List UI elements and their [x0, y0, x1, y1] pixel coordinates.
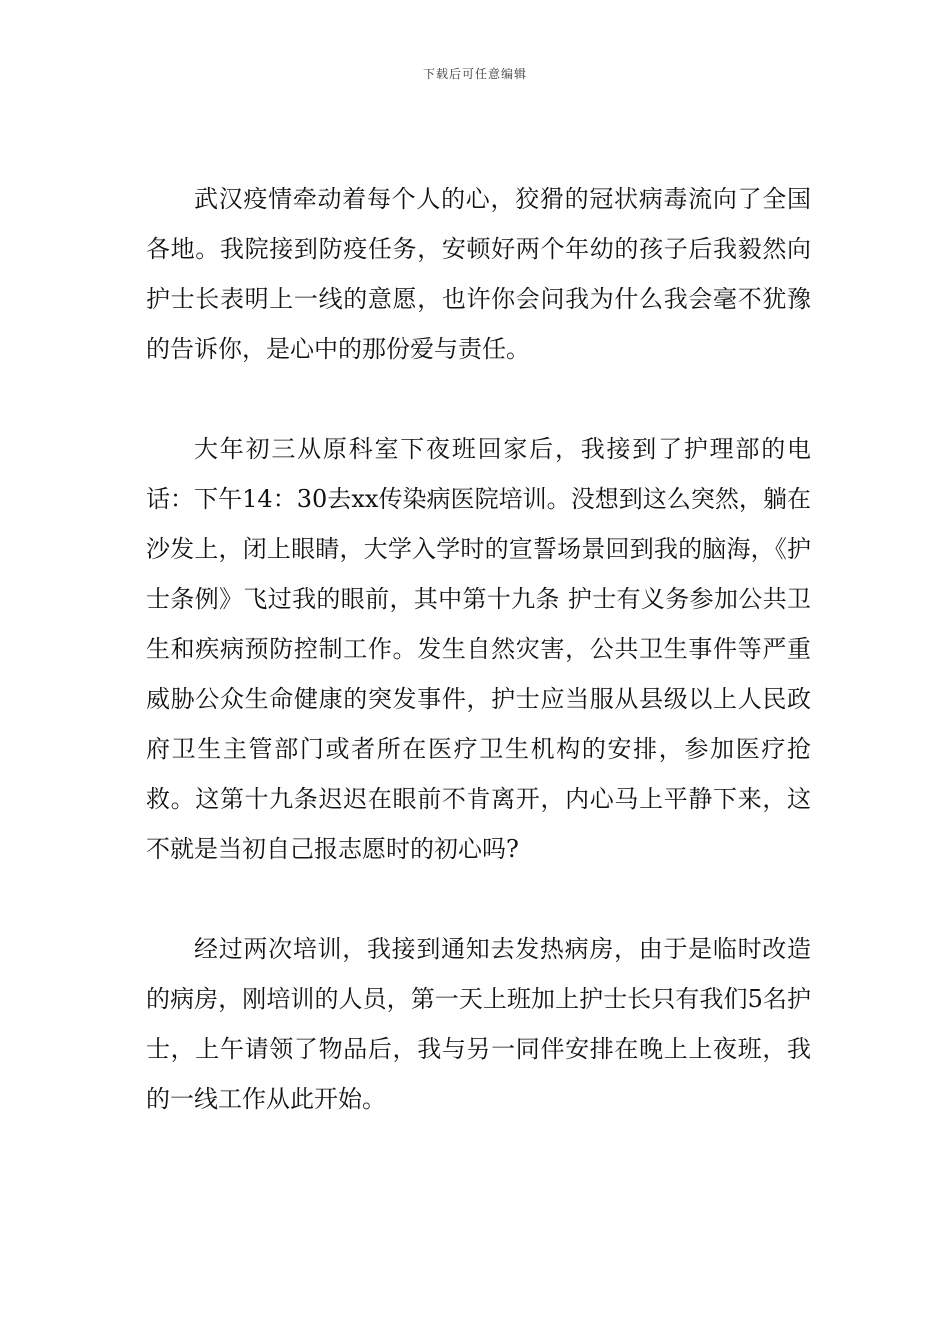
paragraph-1: 武汉疫情牵动着每个人的心，狡猾的冠状病毒流向了全国各地。我院接到防疫任务，安顿好两个年幼的孩子后我毅然向护士长表明上一线的意愿，也许你会问我为什么我会毫不犹豫的告诉你，是心中的那份爱与责任。: [146, 185, 811, 363]
document-body: [146, 174, 811, 1124]
paragraph-2: 大年初三从原科室下夜班回家后，我接到了护理部的电话：下午14：30去xx传染病医院培训。没想到这么突然，躺在沙发上，闭上眼睛，大学入学时的宣誓场景回到我的脑海，《护士条例》飞过我的眼前，其中第十九条 护士有义务参加公共卫生和疾病预防控制工作。发生自然灾害，公共卫生事件等严重威胁公众生命健康的突发事件，护士应当服从县级以上人民政府卫生主管部门或者所在医疗卫生机构的安排，参加医疗抢救。这第十九条迟迟在眼前不肯离开，内心马上平静下来，这不就是当初自己报志愿时的初心吗?: [146, 435, 811, 863]
paragraph-3: 经过两次培训，我接到通知去发热病房，由于是临时改造的病房，刚培训的人员，第一天上班加上护士长只有我们5名护士，上午请领了物品后，我与另一同伴安排在晚上上夜班，我的一线工作从此开始。: [146, 935, 811, 1113]
page-header: 下载后可任意编辑: [422, 67, 527, 81]
